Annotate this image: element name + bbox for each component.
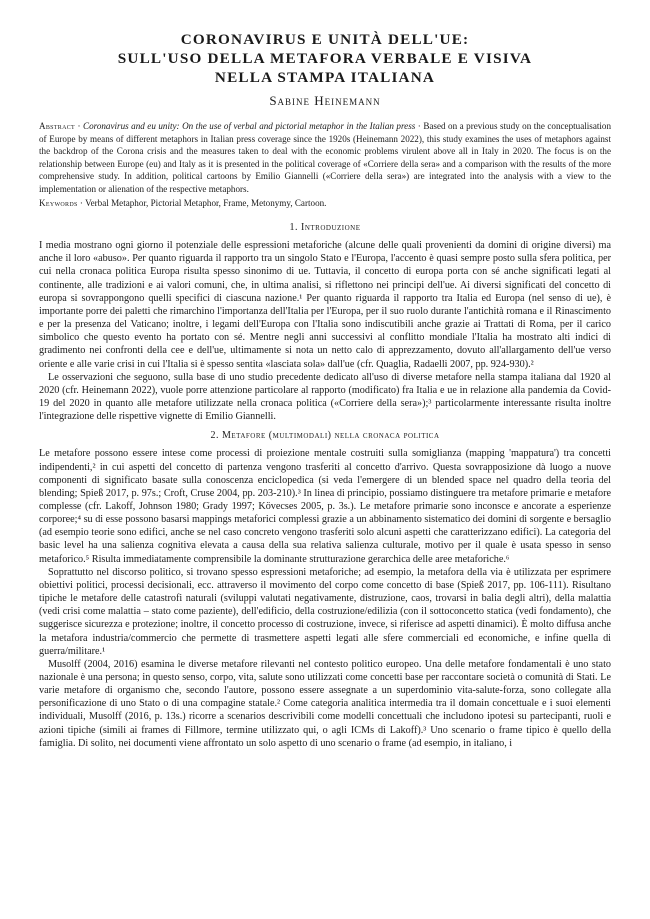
abstract-label: Abstract — [39, 121, 75, 131]
abstract: Abstract · Coronavirus and eu unity: On the use of verbal and pictorial metaphor in the Italian press · Based on a previous study on the conceptualisation of Europe by means of different metaphors in Italian press coverage since the 1920s (Heinemann 2022), this study examines the uses of metaphors against the backdrop of the Corona crisis and the measures taken to deal with the economic problems virulent above all in Italy in 2020. The focus is on the relationship between Europe (eu) and Italy as it is presented in the political coverage of «Corriere della sera» and a comparison with the results of the more comprehensive study. In addition, political cartoons by Emilio Giannelli («Corriere della sera») are integrated into the analysis with a view to the implementation or alienation of the respective metaphors. — [39, 121, 612, 194]
title-line-1: CORONAVIRUS E UNITÀ DELL'UE: — [180, 31, 470, 48]
section-2-heading: 2. Metafore (multimodali) nella cronaca politica — [210, 430, 440, 442]
section-1-paragraph-2: Le osservazioni che seguono, sulla base di uno studio precedente dedicato all'uso di diverse metafore nella stampa italiana dal 1920 al 2020 (cfr. Heinemann 2022), vuole porre attenzione particolare al rapporto (modificato) fra Italia e ue in relazione alla pandemia da Covid-19 del 2020 in quanto alle metafore utilizzate nella cronaca politica («Corriere della sera»);³ particolarmente interessante risulta inoltre l'integrazione delle rispettive vignette di Emilio Giannelli. — [39, 371, 611, 423]
keywords: Keywords · Verbal Metaphor, Pictorial Metaphor, Frame, Metonymy, Cartoon. — [39, 197, 327, 208]
section-2-paragraph-3: Musolff (2004, 2016) esamina le diverse metafore rilevanti nel contesto politico europeo. Una delle metafore fondamentali è uno stato nazionale è una persona; in questo senso, corpo, vita, salute sono utilizzati come concetti base per raccontare società o comunità di Stati. Le varie metafore di organismo che, secondo l'autore, possono essere assegnate a un superdominio vita-salute-forza, sono collegate alla personificazione di uno Stato o di una compagine statale.² Come categoria analitica intermedia tra il domain concettuale e i suoi elementi individuali, Musolff (2016, p. 13s.) ricorre a scenarios descrivibili come modelli concettuali che includono ipotesi su partecipanti, ruoli e azioni tipiche (simili ai frames di Fillmore, termine utilizzato qui, o agli ICMs di Lakoff).³ Uno scenario o frame tipico è quello della famiglia. Di solito, nei documenti viene affrontato un solo aspetto di uno scenario o frame (ad esempio, in italiano, i — [39, 658, 611, 749]
section-2-paragraph-2: Soprattutto nel discorso politico, si trovano spesso espressioni metaforiche; ad esempio, la metafora della via è utilizzata per esprimere obiettivi politici, processi decisionali, ecc. attraverso il movimento del corpo come concetto di base (Spieß 2017, pp. 106-111). Risultano tipiche le metafore delle catastrofi naturali (sviluppi valutati negativamente, distruzione, caos, trovarsi in balia degli altri), della malattia (vedi crisi come malattia – stato come paziente), dell'edificio, della costruzione/edilizia (con il sottoconcetto statica (vedi fondamento), che suggerisce sicurezza e protezione; inoltre, il concetto processo di costruzione, invece, si riferisce ad aspetti dinamici). È molto diffusa anche la metafora industria/commercio che permette di trasmettere aspetti legati alle sfere commerciali ed economiche, e infine quella di guerra/militare.¹ — [39, 566, 611, 657]
title-line-3: NELLA STAMPA ITALIANA — [214, 69, 436, 86]
keywords-text: Verbal Metaphor, Pictorial Metaphor, Frame, Metonymy, Cartoon. — [85, 197, 327, 208]
abstract-title: Coronavirus and eu unity: On the use of verbal and pictorial metaphor in the Italian press — [83, 121, 416, 131]
section-1-paragraph-1: I media mostrano ogni giorno il potenziale delle espressioni metaforiche (alcune delle quali provenienti da domini di origine diversi) ma anche il loro «abuso». Per quanto riguarda il rapporto tra un singolo Stato e l'Europa, l'accento è quasi sempre posto sulla sfera politica, per cui nella cronaca politica Europa risulta spesso sinonimo di ue. Tuttavia, il concetto di europa porta con sé anche significati legati al continente, alle tradizioni e ai valori comuni, che, in ultima analisi, si riflettono nei principi dell'ue. Ai diversi significati del concetto di europa si sovrappongono quelli specifici di ciascuna nazione.¹ Per quanto riguarda il rapporto tra Italia ed Europa (nel senso di ue), è importante porre dei paletti che rimarchino l'importanza dell'Italia per l'Europa, per il suo ruolo durante l'antichità romana e il Rinascimento e per la presenza del Vaticano; inoltre, i legami dell'Europa con l'Italia sono indiscutibili anche grazie ai Trattati di Roma, per il carico simbolico che questo evento ha portato con sé. Mentre negli anni successivi al conflitto mondiale l'Italia ha mostrato alti indici di gradimento nei confronti della cee e dell'ue, ultimamente si nota un netto calo di apprezzamento, dovuto all'allargamento dell'ue verso oriente e alle varie crisi in cui l'Italia si è spesso sentita «lasciata sola» dall'ue (cfr. Quaglia, Radaelli 2007, pp. 924-930).² — [39, 240, 611, 370]
article-title — [39, 30, 611, 87]
author-name: Sabine Heinemann — [269, 93, 381, 108]
title-line-2: SULL'USO DELLA METAFORA VERBALE E VISIVA — [117, 50, 533, 67]
section-2-paragraph-1: Le metafore possono essere intese come processi di proiezione mentale costruiti sulla somiglianza (mapping 'mappatura') tra concetti indipendenti,² in cui aspetti del concetto di partenza vengono trasferiti al concetto d'arrivo. Questa sovrapposizione dà luogo a nuove componenti di significato basate sulla conoscenza enciclopedica (si veda l'emergere di un blended space nel quadro della teoria del blending; Spieß 2017, p. 97s.; Croft, Cruse 2004, pp. 203-210).³ In linea di principio, possiamo distinguere tra metafore primarie e metafore complesse (cfr. Lakoff, Johnson 1980; Grady 1997; Kövecses 2005, p. 3s.). Le metafore primarie sono inconsce e ancorate a esperienze corporee;⁴ su di esse possono basarsi mappings metaforici complessi grazie a un abbinamento sistematico dei domini di sorgente e bersaglio (ad esempio teorie sono edifici, anche se nel caso concreto vengono trasferiti solo alcuni aspetti che caratterizzano edifici). La categoria del basic level ha una salienza cognitiva elevata a causa della sua relativa salienza culturale, motivo per il quale è usata spesso in senso metaforico.⁵ Risulta immediatamente comprensibile la dominante strutturazione gerarchica delle aree metaforiche.⁶ — [39, 448, 611, 565]
section-1-heading: 1. Introduzione — [289, 222, 361, 234]
abstract-text: Based on a previous study on the conceptualisation of Europe by means of different metaphors in Italian press coverage since the 1920s (Heinemann 2022), this study examines the uses of metaphors against the backdrop of the Corona crisis and the measures taken to deal with the economic problems virulent above all in Italy in 2020. The focus is on the relationship between Europe (eu) and Italy as it is presented in the political coverage of «Corriere della sera» and a comparison with the results of the more comprehensive study. In addition, political cartoons by Emilio Giannelli («Corriere della sera») are integrated into the analysis with a view to the implementation or alienation of the respective metaphors. — [39, 121, 612, 194]
keywords-label: Keywords — [39, 197, 78, 208]
